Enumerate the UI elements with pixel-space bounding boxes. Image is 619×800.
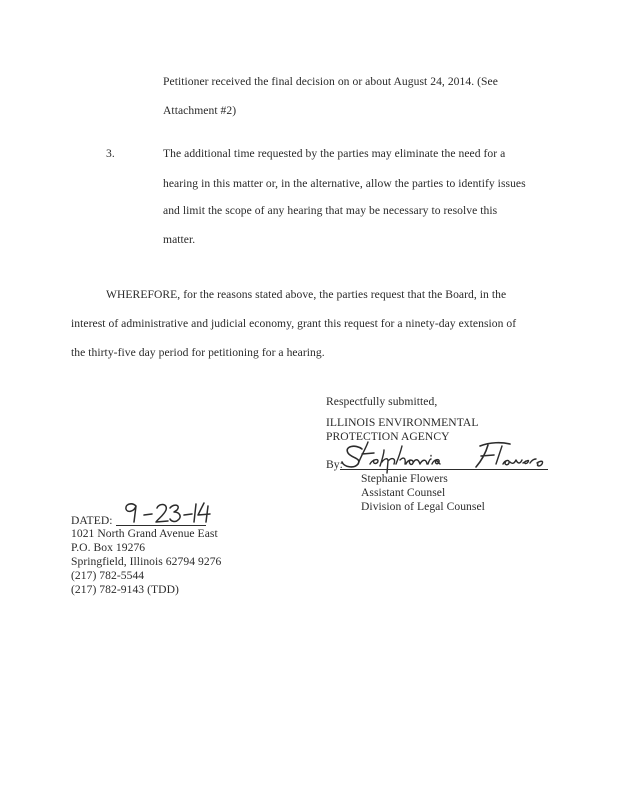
signature-image (340, 440, 555, 476)
continuation-line-1: Petitioner received the final decision on or about August 24, 2014. (See (163, 75, 498, 88)
address-po-box: P.O. Box 19276 (71, 541, 146, 554)
handwritten-date (122, 500, 214, 530)
address-street: 1021 North Grand Avenue East (71, 527, 218, 540)
item-line-1: The additional time requested by the parties may eliminate the need for a (163, 147, 506, 160)
wherefore-line-1: WHEREFORE, for the reasons stated above, the parties request that the Board, in the (106, 288, 507, 301)
handwritten-date-image (122, 500, 214, 530)
signer-title: Assistant Counsel (361, 486, 446, 499)
handwritten-signature (340, 440, 555, 476)
continuation-line-2: Attachment #2) (163, 104, 237, 117)
address-tdd: (217) 782-9143 (TDD) (71, 583, 179, 596)
address-phone: (217) 782-5544 (71, 569, 145, 582)
address-city: Springfield, Illinois 62794 9276 (71, 555, 222, 568)
signer-division: Division of Legal Counsel (361, 500, 485, 513)
wherefore-line-3: the thirty-five day period for petitioning for a hearing. (71, 346, 325, 359)
item-line-2: hearing in this matter or, in the alternative, allow the parties to identify issues (163, 177, 526, 190)
signer-name: Stephanie Flowers (361, 472, 448, 485)
closing: Respectfully submitted, (326, 395, 438, 408)
item-line-4: matter. (163, 233, 196, 246)
wherefore-line-2: interest of administrative and judicial economy, grant this request for a ninety-day extension of (71, 317, 517, 330)
by-label: By: (326, 458, 343, 471)
item-line-3: and limit the scope of any hearing that may be necessary to resolve this (163, 204, 498, 217)
agency-line-1: ILLINOIS ENVIRONMENTAL (326, 416, 479, 429)
item-number: 3. (106, 147, 115, 160)
dated-label: DATED: (71, 514, 113, 527)
agency-line-2: PROTECTION AGENCY (326, 430, 450, 443)
